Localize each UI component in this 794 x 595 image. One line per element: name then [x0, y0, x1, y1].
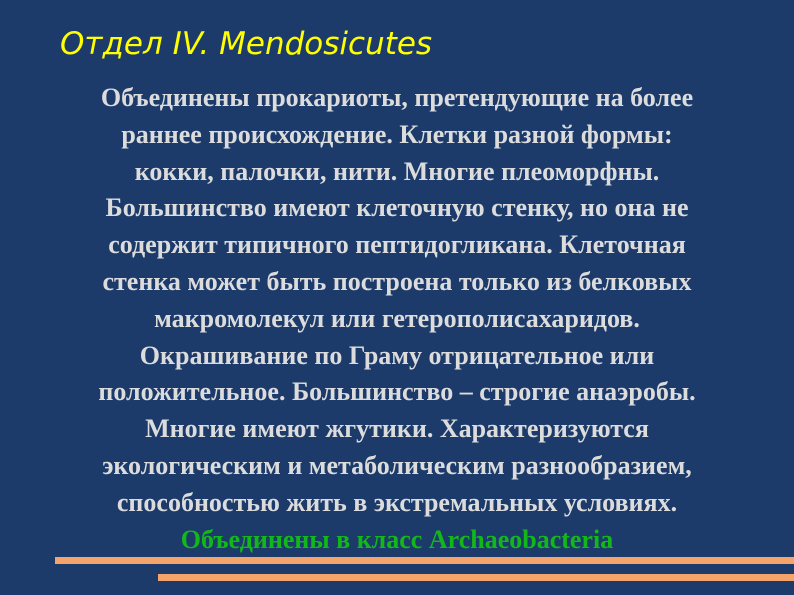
- body-line: Объединены прокариоты, претендующие на более: [100, 83, 694, 112]
- body-line: способностью жить в экстремальных условиях.: [116, 487, 678, 517]
- body-line: Многие имеют жгутики. Характеризуются: [145, 414, 649, 444]
- body-line: экологическим и метаболическим разнообразием,: [102, 450, 692, 480]
- body-line: раннее происхождение. Клетки разной формы:: [121, 119, 673, 149]
- body-line: кокки, палочки, нити. Многие плеоморфны.: [134, 156, 660, 186]
- body-line: Окрашивание по Граму отрицательное или: [139, 340, 655, 370]
- slide-title: Отдел IV. Mendosicutes: [60, 26, 433, 62]
- body-line: макромолекул или гетерополисахаридов.: [154, 303, 640, 333]
- decorative-bar-top: [55, 557, 794, 564]
- body-line: положительное. Большинство – строгие анаэробы.: [98, 377, 696, 407]
- decorative-bar-bottom: [158, 574, 794, 581]
- body-line: содержит типичного пептидогликана. Клеточная: [108, 230, 686, 260]
- conclusion-line: Объединены в класс Archaeobacteria: [180, 524, 614, 554]
- body-line: стенка может быть построена только из белковых: [102, 266, 692, 296]
- slide-body: [6, 80, 788, 558]
- body-line: Большинство имеют клеточную стенку, но она не: [105, 193, 689, 223]
